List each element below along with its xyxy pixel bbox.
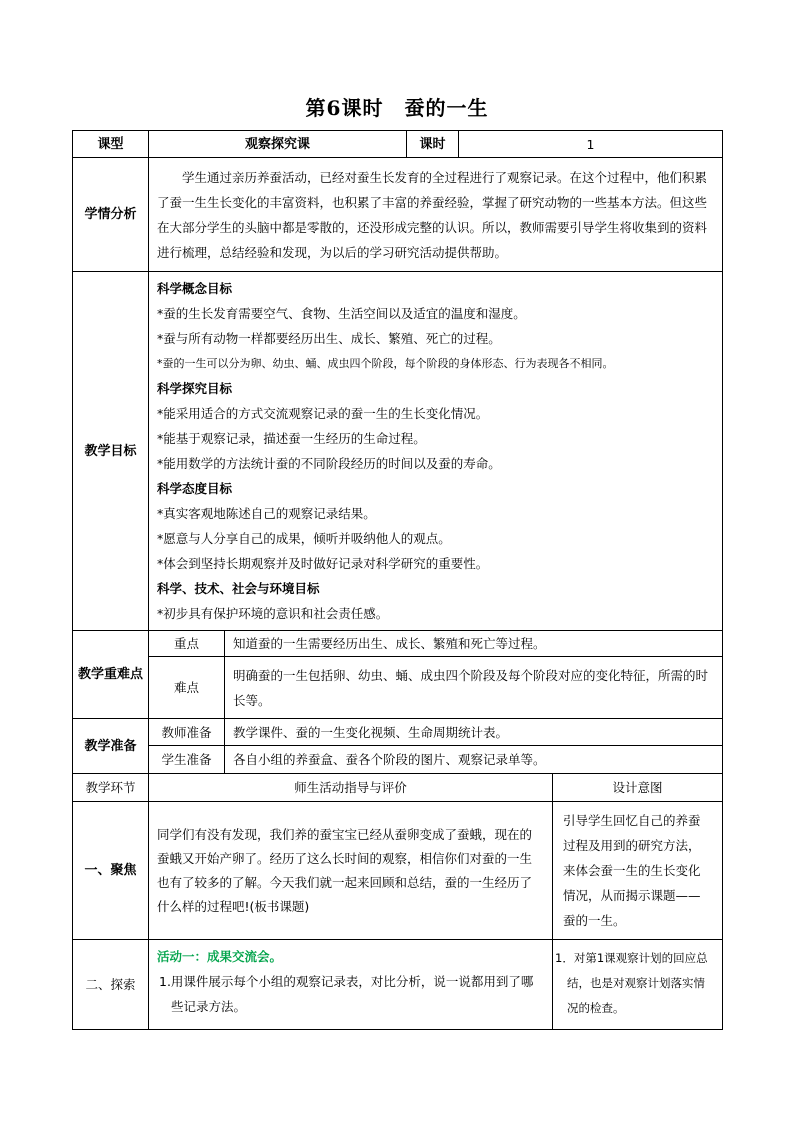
row-step-explore	[73, 940, 723, 1030]
goal-item: *蚕的一生可以分为卵、幼虫、蛹、成虫四个阶段，每个阶段的身体形态、行为表现各不相同。	[157, 357, 614, 370]
row-difficulty	[73, 657, 723, 719]
step2-label: 二、探索	[73, 940, 149, 1030]
teacher-prep-text: 教学课件、蚕的一生变化视频、生命周期统计表。	[225, 719, 723, 746]
difficulty-label: 难点	[149, 657, 225, 719]
period-label: 课时	[407, 131, 459, 158]
header-design: 设计意图	[553, 774, 723, 802]
type-label: 课型	[73, 131, 149, 158]
step1-label: 一、聚焦	[73, 802, 149, 940]
goal-item: *体会到坚持长期观察并及时做好记录对科学研究的重要性。	[157, 556, 489, 571]
goal-item: *能基于观察记录，描述蚕一生经历的生命过程。	[157, 431, 426, 446]
header-activity: 师生活动指导与评价	[149, 774, 553, 802]
activity-title: 活动一：成果交流会。	[157, 949, 283, 964]
prep-label: 教学准备	[73, 719, 149, 774]
key-label: 重点	[149, 631, 225, 657]
lesson-plan-table	[72, 130, 723, 1030]
row-analysis	[73, 158, 723, 272]
type-value: 观察探究课	[149, 131, 407, 158]
page-title: 第6课时 蚕的一生	[305, 96, 489, 120]
teacher-prep-label: 教师准备	[149, 719, 225, 746]
period-value: 1	[459, 131, 723, 158]
student-prep-label: 学生准备	[149, 746, 225, 774]
student-prep-text: 各自小组的养蚕盒、蚕各个阶段的图片、观察记录单等。	[225, 746, 723, 774]
goal-heading-attitude: 科学态度目标	[157, 481, 233, 496]
row-step-focus	[73, 802, 723, 940]
goal-item: *愿意与人分享自己的成果，倾听并吸纳他人的观点。	[157, 531, 451, 546]
goal-item: *能采用适合的方式交流观察记录的蚕一生的生长变化情况。	[157, 406, 489, 421]
goal-item: *真实客观地陈述自己的观察记录结果。	[157, 506, 376, 521]
goal-heading-stse: 科学、技术、社会与环境目标	[157, 581, 320, 596]
step1-design: 引导学生回忆自己的养蚕过程及用到的研究方法，来体会蚕一生的生长变化情况，从而揭示课题——蚕的一生。	[553, 802, 723, 940]
goal-item: *蚕与所有动物一样都要经历出生、成长、繁殖、死亡的过程。	[157, 331, 501, 346]
step2-text: 1.用课件展示每个小组的观察记录表，对比分析，说一说都用到了哪些记录方法。	[159, 974, 534, 1014]
goal-heading-concept: 科学概念目标	[157, 281, 233, 296]
step2-design: 1．对第1课观察计划的回应总结，也是对观察计划落实情况的检查。	[553, 940, 723, 1030]
step2-content	[149, 940, 553, 1030]
goal-item: *能用数学的方法统计蚕的不同阶段经历的时间以及蚕的寿命。	[157, 456, 501, 471]
row-student-prep	[73, 746, 723, 774]
row-process-header	[73, 774, 723, 802]
row-keypoint	[73, 631, 723, 657]
goal-heading-inquiry: 科学探究目标	[157, 381, 233, 396]
analysis-label: 学情分析	[73, 158, 149, 272]
row-goals	[73, 272, 723, 631]
goal-item: *初步具有保护环境的意识和社会责任感。	[157, 606, 389, 621]
step1-text: 同学们有没有发现，我们养的蚕宝宝已经从蚕卵变成了蚕蛾，现在的蚕蛾又开始产卵了。经历了这么长时间的观察，相信你们对蚕的一生也有了较多的了解。今天我们就一起来回顾和总结，蚕的一生经历了什么样的过程吧!(板书课题)	[149, 802, 553, 940]
difficulty-text: 明确蚕的一生包括卵、幼虫、蛹、成虫四个阶段及每个阶段对应的变化特征，所需的时长等。	[225, 657, 723, 719]
goals-content	[149, 272, 723, 631]
key-text: 知道蚕的一生需要经历出生、成长、繁殖和死亡等过程。	[225, 631, 723, 657]
row-teacher-prep	[73, 719, 723, 746]
analysis-text: 学生通过亲历养蚕活动，已经对蚕生长发育的全过程进行了观察记录。在这个过程中，他们积累了蚕一生生长变化的丰富资料，也积累了丰富的养蚕经验，掌握了研究动物的一些基本方法。但这些在大部分学生的头脑中都是零散的，还没形成完整的认识。所以，教师需要引导学生将收集到的资料进行梳理，总结经验和发现，为以后的学习研究活动提供帮助。	[149, 158, 723, 272]
goals-label: 教学目标	[73, 272, 149, 631]
header-step: 教学环节	[73, 774, 149, 802]
keypoints-label: 教学重难点	[73, 631, 149, 719]
goal-item: *蚕的生长发育需要空气、食物、生活空间以及适宜的温度和湿度。	[157, 306, 526, 321]
row-type	[73, 131, 723, 158]
